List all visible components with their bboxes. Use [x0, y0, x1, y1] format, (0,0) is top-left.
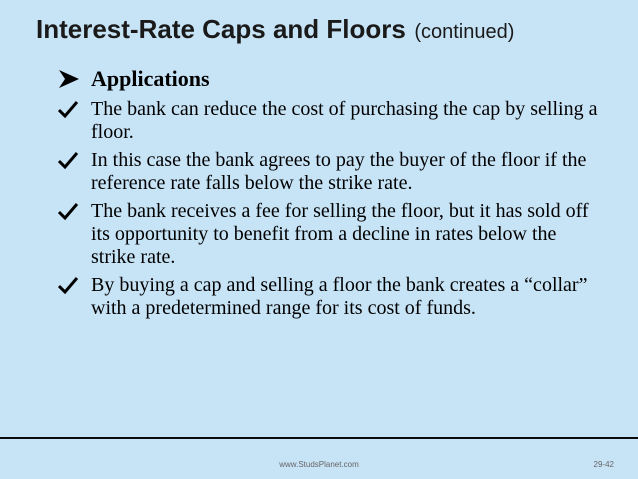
bullet-text: The bank receives a fee for selling the floor, but it has sold off its opportunity to benefit from a decline in rates below the strike rate.: [91, 200, 589, 268]
title-main: Interest-Rate Caps and Floors: [36, 14, 406, 44]
bullet-text: The bank can reduce the cost of purchasing the cap by selling a floor.: [91, 98, 598, 143]
title-subtitle: (continued): [414, 21, 515, 43]
slide-content: [58, 66, 598, 325]
checkmark-icon: [58, 100, 78, 118]
section-heading: [58, 66, 598, 92]
bullet-text: In this case the bank agrees to pay the buyer of the floor if the reference rate falls below the strike rate.: [91, 149, 587, 194]
bullet-item: [58, 200, 598, 269]
checkmark-icon: [58, 202, 78, 220]
bullet-item: [58, 274, 598, 320]
slide-page-number: 29-42: [593, 460, 614, 469]
footer-divider: [0, 437, 638, 439]
section-heading-text: Applications: [91, 66, 210, 91]
slide-title: [36, 14, 626, 45]
arrow-bullet-icon: [58, 69, 80, 89]
checkmark-icon: [58, 151, 78, 169]
bullet-text: By buying a cap and selling a floor the bank creates a “collar” with a predetermined range for its cost of funds.: [91, 274, 588, 319]
bullet-item: [58, 98, 598, 144]
footer-url: www.StudsPlanet.com: [279, 460, 359, 469]
bullet-item: [58, 149, 598, 195]
checkmark-icon: [58, 276, 78, 294]
